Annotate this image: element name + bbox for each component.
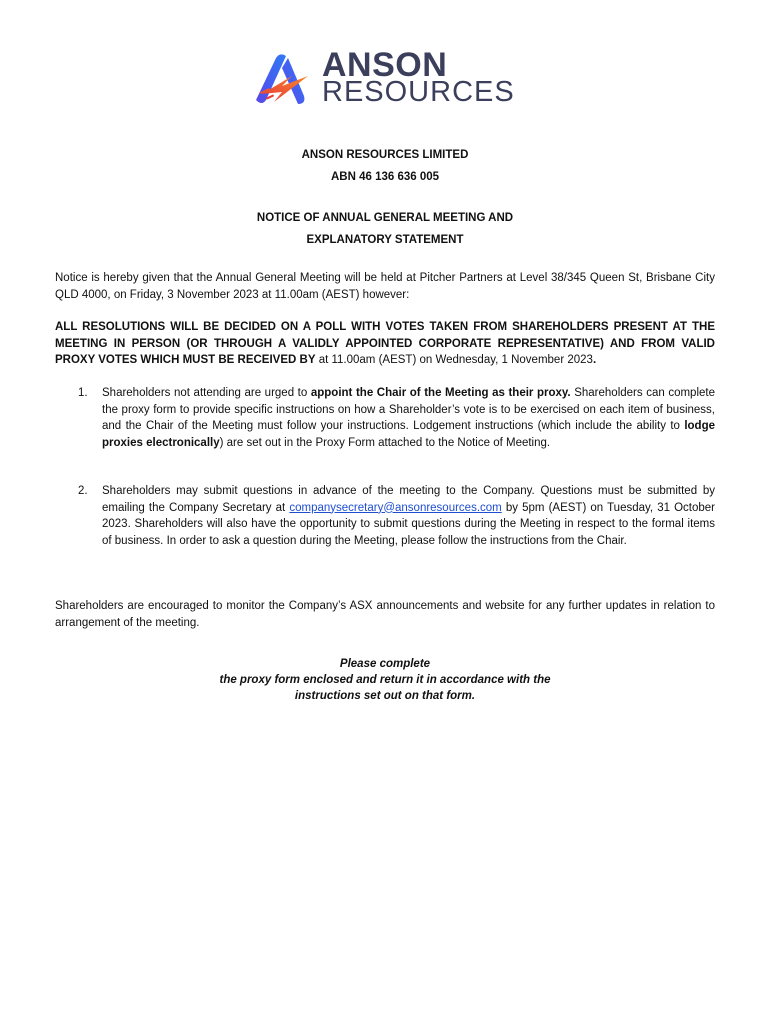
item1-bold-a: appoint the Chair of the Meeting as their proxy. <box>310 387 571 399</box>
closing-line1: Please complete <box>339 658 431 670</box>
notice-title-line2: EXPLANATORY STATEMENT <box>306 234 464 246</box>
closing-line2: the proxy form enclosed and return it in accordance with the <box>219 674 551 686</box>
item1-text-c: ) are set out in the Proxy Form attached to the Notice of Meeting. <box>219 436 551 449</box>
company-name: ANSON RESOURCES LIMITED <box>301 149 469 161</box>
list-number-1: 1. <box>78 387 88 399</box>
encourage-paragraph: Shareholders are encouraged to monitor the Company’s ASX announcements and website for any further updates in relation to arrangement of the meeting. <box>55 600 715 629</box>
item2-text-a: Shareholders may submit questions in advance of the meeting to the Company. Questions must be submitted by emailing the Company Secretary at <box>102 485 715 514</box>
logo-word-resources: RESOURCES <box>322 76 515 108</box>
resolutions-paragraph <box>55 319 715 369</box>
anson-resources-logo <box>252 46 522 108</box>
closing-line3: instructions set out on that form. <box>294 690 476 702</box>
notice-title-line1: NOTICE OF ANNUAL GENERAL MEETING AND <box>256 212 514 224</box>
company-secretary-email-link[interactable]: companysecretary@ansonresources.com <box>289 501 502 514</box>
logo-word-anson: ANSON <box>322 46 448 84</box>
item1-text-b: Shareholders can complete the proxy form to provide specific instructions on how a Shareholder’s vote is to be exercised on each item of business, and the Chair of the Meeting must follow your instructions. Lodgement instructions (which include the ability to <box>102 387 715 432</box>
company-abn: ABN 46 136 636 005 <box>330 171 440 183</box>
logo-mark-icon <box>252 50 318 108</box>
item2-text-b: by 5pm (AEST) on Tuesday, 31 October 2023. Shareholders will also have the opportunity to submit questions during the Meeting in respect to the formal items of business. In order to ask a question during the Meeting, please follow the instructions from the Chair. <box>102 501 716 547</box>
resolutions-bold-text: ALL RESOLUTIONS WILL BE DECIDED ON A POLL WITH VOTES TAKEN FROM SHAREHOLDERS PRESENT AT THE MEETING IN PERSON (OR THROUGH A VALIDLY APPOINTED CORPORATE REPRESENTATIVE) AND FROM VALID PROXY VOTES WHICH MUST BE RECEIVED BY <box>55 321 715 366</box>
list-number-2: 2. <box>78 485 88 497</box>
list-item-1 <box>78 385 715 451</box>
item1-text-a: Shareholders not attending are urged to <box>102 387 311 399</box>
item1-bold-b: lodge proxies electronically <box>102 420 715 449</box>
resolutions-deadline-text: at 11.00am (AEST) on Wednesday, 1 November 2023 <box>315 354 593 366</box>
notice-paragraph: Notice is hereby given that the Annual General Meeting will be held at Pitcher Partners at Level 38/345 Queen St, Brisbane City QLD 4000, on Friday, 3 November 2023 at 11.00am (AEST) however: <box>55 272 715 301</box>
resolutions-period: . <box>592 354 597 366</box>
list-item-2 <box>78 483 715 549</box>
